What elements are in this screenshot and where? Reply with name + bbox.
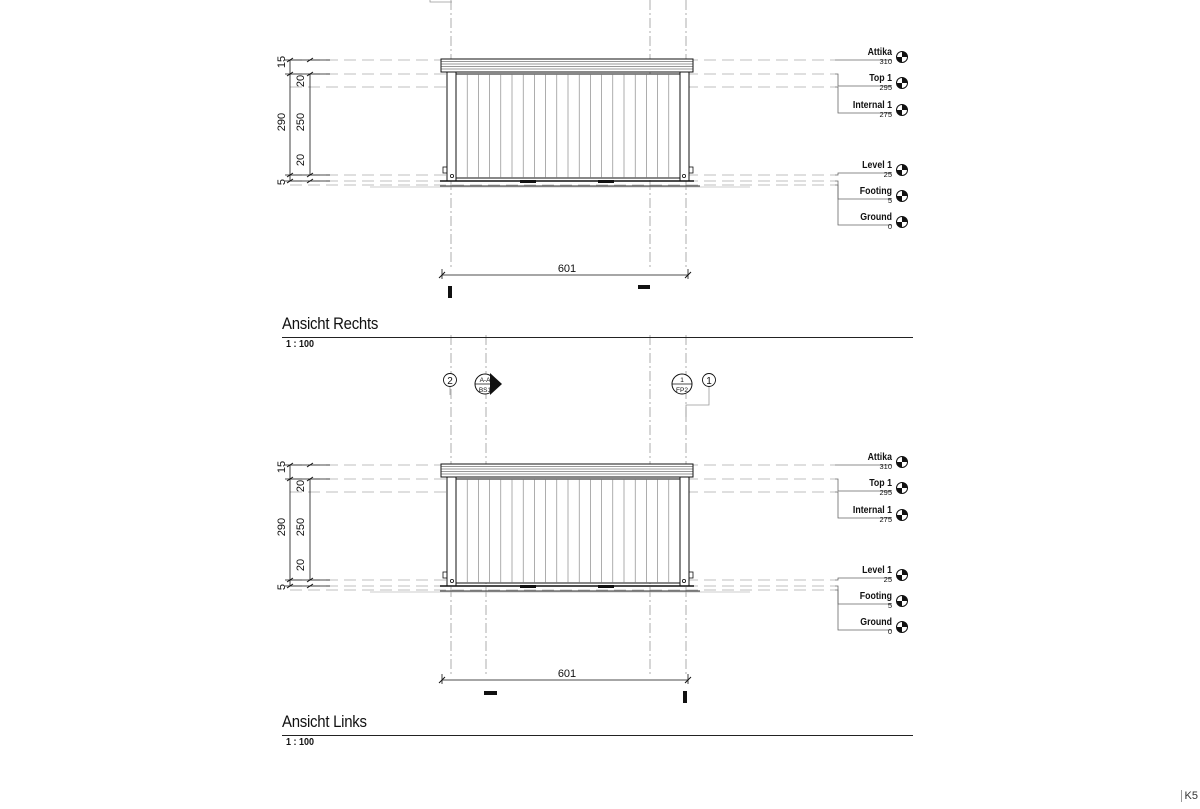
scale-label-links: 1 : 100 — [286, 737, 315, 748]
callout-marker-bottom: FP2 — [676, 387, 688, 394]
title-rule-rechts — [282, 337, 913, 338]
sheet-code: K5 — [1181, 790, 1198, 802]
elevation-marker-fill — [902, 570, 908, 576]
elevation-marker-fill — [902, 105, 908, 111]
roof-edge — [441, 59, 693, 72]
elevation-marker-fill — [902, 622, 908, 628]
level-name: Level 1 — [862, 158, 892, 171]
grid-leader — [430, 0, 452, 2]
section-cut-mark — [683, 691, 687, 703]
elevation-marker-fill — [897, 488, 903, 494]
height-dim-main: 250 — [295, 517, 307, 537]
elevation-marker-fill — [902, 165, 908, 171]
section-cut-mark — [448, 286, 452, 298]
callout-marker-top: 1 — [680, 377, 684, 384]
level-name: Attika — [867, 450, 892, 463]
height-dim-total: 290 — [276, 517, 288, 537]
grid-leader — [686, 387, 709, 420]
level-name: Footing — [859, 184, 892, 197]
scale-label-rechts: 1 : 100 — [286, 339, 315, 350]
post-right — [680, 72, 689, 181]
elevation-marker-fill — [902, 191, 908, 197]
level-name: Internal 1 — [852, 503, 892, 516]
elevation-marker-fill — [897, 83, 903, 89]
roof-edge — [441, 464, 693, 477]
level-value: 310 — [879, 462, 892, 471]
level-value: 5 — [887, 196, 892, 205]
height-dim-main: 250 — [295, 112, 307, 132]
elevation-marker-fill — [902, 78, 908, 84]
section-cut-mark — [638, 285, 650, 289]
level-name: Ground — [860, 615, 892, 628]
footing-block — [520, 180, 536, 183]
elevation-marker-fill — [897, 170, 903, 176]
footing-block — [520, 585, 536, 588]
footing-block — [598, 585, 614, 588]
width-dimension-value: 601 — [557, 263, 577, 275]
section-cut-mark — [484, 691, 497, 695]
level-name: Internal 1 — [852, 98, 892, 111]
elevation-marker-fill — [897, 57, 903, 63]
grid-label-left: 2 — [447, 376, 453, 387]
bracket — [443, 167, 447, 173]
level-value: 25 — [883, 170, 892, 179]
height-dim-top: 15 — [276, 460, 288, 474]
bracket — [689, 572, 693, 578]
level-value: 25 — [883, 575, 892, 584]
height-dim-lower: 20 — [295, 558, 307, 572]
level-value: 275 — [879, 515, 892, 524]
elevation-marker-fill — [897, 627, 903, 633]
level-value: 295 — [879, 83, 892, 92]
level-value: 310 — [879, 57, 892, 66]
level-value: 295 — [879, 488, 892, 497]
elevation-marker-fill — [902, 52, 908, 58]
grid-label-right: 1 — [706, 376, 712, 387]
post-right — [680, 477, 689, 586]
elevation-marker-fill — [897, 515, 903, 521]
height-dim-total: 290 — [276, 112, 288, 132]
elevation-marker-fill — [897, 601, 903, 607]
elevation-view-1 — [276, 335, 908, 703]
level-value: 5 — [887, 601, 892, 610]
elevation-marker-fill — [902, 217, 908, 223]
elevation-marker-fill — [897, 196, 903, 202]
elevation-marker-fill — [897, 222, 903, 228]
level-name: Level 1 — [862, 563, 892, 576]
elevation-marker-fill — [902, 596, 908, 602]
height-dim-upper: 20 — [295, 74, 307, 88]
post-left — [447, 477, 456, 586]
bracket — [443, 572, 447, 578]
height-dim-lower: 20 — [295, 153, 307, 167]
elevation-marker-fill — [902, 510, 908, 516]
bracket — [689, 167, 693, 173]
elevation-marker-fill — [902, 457, 908, 463]
elevation-marker-fill — [897, 462, 903, 468]
elevation-marker-fill — [897, 110, 903, 116]
height-dim-base: 5 — [276, 178, 288, 186]
grid-markers — [444, 373, 716, 420]
post-left — [447, 72, 456, 181]
level-name: Top 1 — [869, 71, 892, 84]
elevation-view-0 — [276, 0, 908, 298]
level-name: Attika — [867, 45, 892, 58]
level-name: Top 1 — [869, 476, 892, 489]
view-title-links: Ansicht Links — [282, 712, 367, 731]
height-dim-top: 15 — [276, 55, 288, 69]
section-marker-top: A-A — [479, 377, 491, 384]
view-title-rechts: Ansicht Rechts — [282, 314, 379, 333]
footing-block — [598, 180, 614, 183]
level-value: 0 — [887, 627, 892, 636]
elevation-marker-fill — [902, 483, 908, 489]
level-name: Footing — [859, 589, 892, 602]
section-marker-bottom: BS1 — [478, 387, 492, 394]
level-name: Ground — [860, 210, 892, 223]
title-rule-links — [282, 735, 913, 736]
level-value: 275 — [879, 110, 892, 119]
height-dim-upper: 20 — [295, 479, 307, 493]
width-dimension-value: 601 — [557, 668, 577, 680]
elevation-marker-fill — [897, 575, 903, 581]
height-dim-base: 5 — [276, 583, 288, 591]
level-value: 0 — [887, 222, 892, 231]
